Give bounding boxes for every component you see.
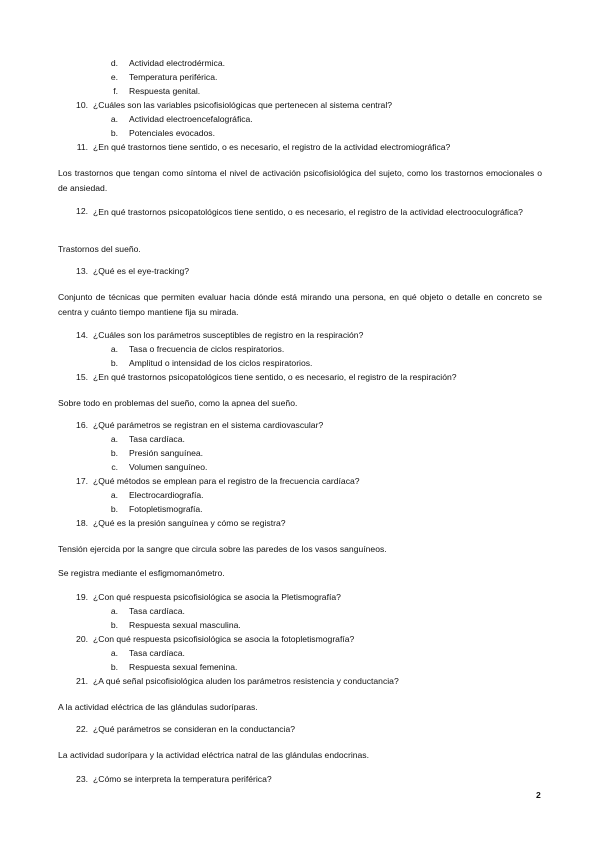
list-marker: c. <box>111 462 118 472</box>
subitem-text: Volumen sanguíneo. <box>129 462 208 472</box>
question-text: ¿Cuáles son las variables psicofisiológicas que pertenecen al sistema central? <box>93 100 393 110</box>
list-marker: b. <box>110 504 118 514</box>
list-marker: 20. <box>76 634 88 644</box>
question-text: ¿Qué parámetros se registran en el sistema cardiovascular? <box>93 420 324 430</box>
subitem-text: Presión sanguínea. <box>129 448 204 458</box>
answer-paragraph: Tensión ejercida por la sangre que circula sobre las paredes de los vasos sanguíneos. <box>58 544 387 554</box>
list-marker: f. <box>113 86 118 96</box>
subitem-text: Respuesta sexual masculina. <box>129 620 241 630</box>
answer-paragraph: La actividad sudorípara y la actividad eléctrica natral de las glándulas endocrinas. <box>58 750 369 760</box>
list-marker: 19. <box>76 592 88 602</box>
list-marker: d. <box>110 58 118 68</box>
subitem-text: Actividad electroencefalográfica. <box>129 114 253 124</box>
list-marker: a. <box>110 114 118 124</box>
answer-paragraph: Trastornos del sueño. <box>58 244 141 254</box>
answer-paragraph: A la actividad eléctrica de las glándulas sudoríparas. <box>58 702 258 712</box>
list-marker: b. <box>110 128 118 138</box>
question-text: ¿Cómo se interpreta la temperatura periférica? <box>93 774 272 784</box>
question-text: ¿Qué es el eye-tracking? <box>93 266 190 276</box>
subitem-text: Potenciales evocados. <box>129 128 215 138</box>
question-text: ¿Con qué respuesta psicofisiológica se asocia la fotopletismografía? <box>93 634 355 644</box>
subitem-text: Respuesta sexual femenina. <box>129 662 238 672</box>
list-marker: a. <box>110 344 118 354</box>
subitem-text: Fotopletismografía. <box>129 504 203 514</box>
subitem-text: Respuesta genital. <box>129 86 201 96</box>
subitem-text: Tasa cardíaca. <box>129 606 185 616</box>
list-marker: 23. <box>76 774 88 784</box>
list-marker: a. <box>110 490 118 500</box>
question-text: ¿Qué es la presión sanguínea y cómo se registra? <box>93 518 286 528</box>
subitem-text: Tasa o frecuencia de ciclos respiratorios. <box>129 344 285 354</box>
list-marker: 21. <box>76 676 88 686</box>
list-marker: b. <box>110 448 118 458</box>
list-marker: 22. <box>76 724 88 734</box>
question-text: ¿Qué parámetros se consideran en la conductancia? <box>93 724 296 734</box>
subitem-text: Temperatura periférica. <box>129 72 218 82</box>
list-marker: 17. <box>76 476 88 486</box>
list-marker: 15. <box>76 372 88 382</box>
answer-paragraph: Los trastornos que tengan como síntoma el nivel de activación psicofisiológica del sujeto, como los trastornos emocionales o de ansiedad. <box>58 168 542 193</box>
answer-paragraph: Conjunto de técnicas que permiten evaluar hacia dónde está mirando una persona, en qué objeto o detalle en concreto se centra y cuánto tiempo mantiene fija su mirada. <box>58 292 542 317</box>
answer-paragraph: Se registra mediante el esfigmomanómetro. <box>58 568 225 578</box>
subitem-text: Actividad electrodérmica. <box>129 58 226 68</box>
question-text: ¿En qué trastornos tiene sentido, o es necesario, el registro de la actividad electromiográfica? <box>93 142 451 152</box>
subitem-text: Amplitud o intensidad de los ciclos respiratorios. <box>129 358 313 368</box>
question-text: ¿A qué señal psicofisiológica aluden los parámetros resistencia y conductancia? <box>93 676 399 686</box>
list-marker: 16. <box>76 420 88 430</box>
subitem-text: Tasa cardíaca. <box>129 648 185 658</box>
question-text: ¿Qué métodos se emplean para el registro de la frecuencia cardíaca? <box>93 476 360 486</box>
list-marker: a. <box>110 648 118 658</box>
list-marker: a. <box>110 606 118 616</box>
subitem-text: Tasa cardíaca. <box>129 434 185 444</box>
list-marker: 14. <box>76 330 88 340</box>
list-marker: 12. <box>76 206 88 216</box>
question-text: ¿En qué trastornos psicopatológicos tiene sentido, o es necesario, el registro de la actividad electrooculográfica? <box>93 207 523 217</box>
list-marker: 11. <box>76 142 88 152</box>
list-marker: b. <box>110 620 118 630</box>
list-marker: a. <box>110 434 118 444</box>
subitem-text: Electrocardiografía. <box>129 490 204 500</box>
list-marker: b. <box>110 358 118 368</box>
page-number: 2 <box>536 790 541 800</box>
list-marker: b. <box>110 662 118 672</box>
list-marker: 13. <box>76 266 88 276</box>
list-marker: 18. <box>76 518 88 528</box>
answer-paragraph: Sobre todo en problemas del sueño, como la apnea del sueño. <box>58 398 298 408</box>
question-text: ¿Con qué respuesta psicofisiológica se asocia la Pletismografía? <box>93 592 341 602</box>
question-text: ¿Cuáles son los parámetros susceptibles de registro en la respiración? <box>93 330 364 340</box>
question-text: ¿En qué trastornos psicopatológicos tiene sentido, o es necesario, el registro de la respiración? <box>93 372 457 382</box>
list-marker: e. <box>110 72 118 82</box>
list-marker: 10. <box>76 100 88 110</box>
